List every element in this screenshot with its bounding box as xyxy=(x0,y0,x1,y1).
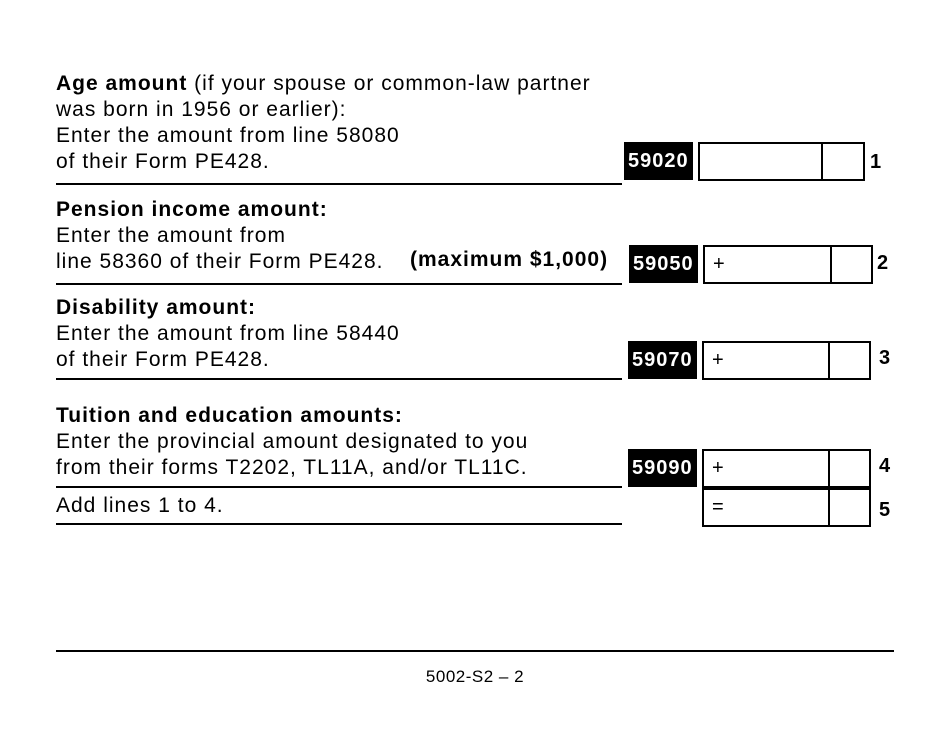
age-amount-input[interactable] xyxy=(698,142,865,181)
section-divider xyxy=(56,183,622,185)
disability-input[interactable] xyxy=(702,341,871,380)
line-4-operator: + xyxy=(712,457,724,479)
line-2-operator: + xyxy=(713,253,725,275)
line-number-4: 4 xyxy=(879,455,891,477)
line-code-59070: 59070 xyxy=(628,341,697,379)
pension-income-cents-field[interactable] xyxy=(830,245,832,284)
line-code-59050: 59050 xyxy=(629,245,698,283)
section-divider xyxy=(56,378,622,380)
age-amount-text-3: of their Form PE428. xyxy=(56,150,270,173)
line-code-59020: 59020 xyxy=(624,142,693,180)
tuition-input[interactable] xyxy=(702,449,871,488)
disability-cents-field[interactable] xyxy=(828,341,830,380)
section-divider xyxy=(56,486,622,488)
line-number-1: 1 xyxy=(870,151,882,173)
age-amount-heading: Age amount xyxy=(56,72,188,95)
line-code-59090: 59090 xyxy=(628,449,697,487)
line-5-operator: = xyxy=(712,496,724,518)
total-label: Add lines 1 to 4. xyxy=(56,494,224,517)
disability-text-2: of their Form PE428. xyxy=(56,348,270,371)
age-amount-cents-field[interactable] xyxy=(821,142,823,181)
pension-income-text-1: Enter the amount from xyxy=(56,224,286,247)
tuition-cents-field[interactable] xyxy=(828,449,830,488)
disability-heading: Disability amount: xyxy=(56,296,257,319)
age-amount-text-2: Enter the amount from line 58080 xyxy=(56,124,400,147)
total-output[interactable] xyxy=(702,488,871,527)
page-footer: 5002-S2 – 2 xyxy=(425,667,525,686)
pension-income-text-2: line 58360 of their Form PE428. xyxy=(56,250,384,273)
line-number-5: 5 xyxy=(879,499,891,521)
section-divider xyxy=(56,523,622,525)
line-3-operator: + xyxy=(712,349,724,371)
pension-income-heading: Pension income amount: xyxy=(56,198,328,221)
line-number-2: 2 xyxy=(877,252,889,274)
tuition-heading: Tuition and education amounts: xyxy=(56,404,403,427)
age-amount-text-1: was born in 1956 or earlier): xyxy=(56,98,347,121)
age-amount-heading-line xyxy=(56,71,591,97)
section-divider xyxy=(56,283,622,285)
tuition-text-1: Enter the provincial amount designated to you xyxy=(56,430,529,453)
line-number-3: 3 xyxy=(879,347,891,369)
age-amount-heading-suffix: (if your spouse or common-law partner xyxy=(187,72,591,95)
disability-text-1: Enter the amount from line 58440 xyxy=(56,322,400,345)
pension-income-maximum-note: (maximum $1,000) xyxy=(410,248,609,271)
footer-divider xyxy=(56,650,894,652)
tuition-text-2: from their forms T2202, TL11A, and/or TL11C. xyxy=(56,456,528,479)
total-cents-field[interactable] xyxy=(828,488,830,527)
pension-income-input[interactable] xyxy=(703,245,873,284)
